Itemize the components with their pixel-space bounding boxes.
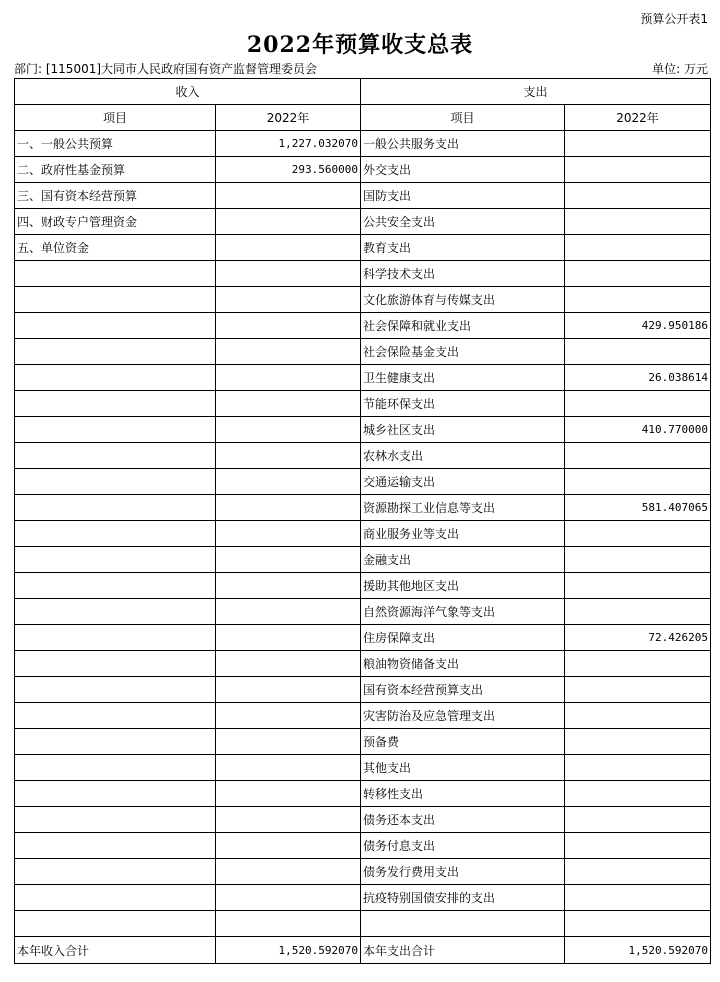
expense-item-cell: 外交支出: [361, 157, 565, 183]
expense-item-cell: 国有资本经营预算支出: [361, 677, 565, 703]
income-value-cell: [216, 677, 361, 703]
income-item-cell: [15, 729, 216, 755]
income-item-cell: [15, 781, 216, 807]
income-item-cell: [15, 313, 216, 339]
blank-cell: [361, 911, 565, 937]
department-label: 部门: [115001]大同市人民政府国有资产监督管理委员会: [14, 62, 318, 76]
expense-value-cell: [565, 729, 711, 755]
table-row: [15, 651, 711, 677]
expense-value-cell: [565, 651, 711, 677]
budget-table: [14, 78, 711, 964]
income-value-cell: [216, 287, 361, 313]
table-row: [15, 781, 711, 807]
header-row-group: [15, 79, 711, 105]
expense-item-cell: 一般公共服务支出: [361, 131, 565, 157]
expense-value-cell: [565, 339, 711, 365]
expense-item-cell: 转移性支出: [361, 781, 565, 807]
income-value-cell: [216, 261, 361, 287]
expense-value-cell: 26.038614: [565, 365, 711, 391]
income-value-cell: [216, 703, 361, 729]
income-value-cell: 293.560000: [216, 157, 361, 183]
table-row: [15, 365, 711, 391]
expense-item-header: 项目: [361, 105, 565, 131]
table-row: [15, 807, 711, 833]
table-row: [15, 131, 711, 157]
table-row: [15, 677, 711, 703]
income-value-cell: [216, 859, 361, 885]
income-value-cell: [216, 729, 361, 755]
income-value-cell: [216, 547, 361, 573]
expense-item-cell: 灾害防治及应急管理支出: [361, 703, 565, 729]
income-value-cell: [216, 521, 361, 547]
expense-value-cell: [565, 287, 711, 313]
expense-item-cell: 科学技术支出: [361, 261, 565, 287]
expense-value-cell: [565, 261, 711, 287]
expense-item-cell: 卫生健康支出: [361, 365, 565, 391]
expense-item-cell: 抗疫特别国债安排的支出: [361, 885, 565, 911]
expense-value-cell: [565, 755, 711, 781]
income-item-cell: [15, 859, 216, 885]
table-row: [15, 573, 711, 599]
expense-item-cell: 预备费: [361, 729, 565, 755]
total-row: [15, 937, 711, 964]
income-item-cell: [15, 261, 216, 287]
income-item-cell: 一、一般公共预算: [15, 131, 216, 157]
expense-value-cell: [565, 573, 711, 599]
income-item-cell: [15, 651, 216, 677]
income-item-cell: [15, 547, 216, 573]
expense-item-cell: 农林水支出: [361, 443, 565, 469]
unit-label: 单位: 万元: [652, 62, 708, 76]
expense-total-value: 1,520.592070: [565, 937, 711, 964]
expense-item-cell: 债务发行费用支出: [361, 859, 565, 885]
expense-item-cell: 住房保障支出: [361, 625, 565, 651]
income-value-cell: [216, 625, 361, 651]
income-item-cell: [15, 599, 216, 625]
expense-value-cell: [565, 131, 711, 157]
expense-value-cell: [565, 599, 711, 625]
income-value-cell: [216, 833, 361, 859]
table-row: [15, 495, 711, 521]
table-row: [15, 703, 711, 729]
income-value-cell: [216, 417, 361, 443]
expense-value-cell: [565, 209, 711, 235]
income-item-cell: [15, 807, 216, 833]
expense-item-cell: 交通运输支出: [361, 469, 565, 495]
table-row: [15, 833, 711, 859]
expense-item-cell: 国防支出: [361, 183, 565, 209]
income-item-cell: [15, 495, 216, 521]
expense-item-cell: 商业服务业等支出: [361, 521, 565, 547]
table-row: [15, 339, 711, 365]
income-value-cell: [216, 365, 361, 391]
income-total-value: 1,520.592070: [216, 937, 361, 964]
expense-value-cell: [565, 781, 711, 807]
meta-row: [14, 60, 708, 78]
income-value-cell: [216, 209, 361, 235]
table-number-label: 预算公开表1: [640, 12, 708, 26]
table-row: [15, 261, 711, 287]
expense-item-cell: 公共安全支出: [361, 209, 565, 235]
income-value-cell: [216, 599, 361, 625]
expense-value-cell: [565, 235, 711, 261]
table-row: [15, 391, 711, 417]
income-value-cell: [216, 313, 361, 339]
income-value-cell: [216, 781, 361, 807]
expense-value-cell: [565, 469, 711, 495]
table-row: [15, 599, 711, 625]
expense-item-cell: 金融支出: [361, 547, 565, 573]
table-row: [15, 755, 711, 781]
income-value-cell: [216, 443, 361, 469]
income-value-cell: [216, 183, 361, 209]
income-value-cell: [216, 651, 361, 677]
income-value-cell: 1,227.032070: [216, 131, 361, 157]
table-row: [15, 209, 711, 235]
income-year-header: 2022年: [216, 105, 361, 131]
income-item-cell: [15, 885, 216, 911]
blank-cell: [216, 911, 361, 937]
expense-item-cell: 债务付息支出: [361, 833, 565, 859]
expense-item-cell: 城乡社区支出: [361, 417, 565, 443]
income-item-cell: [15, 339, 216, 365]
table-row: [15, 287, 711, 313]
income-item-header: 项目: [15, 105, 216, 131]
income-value-cell: [216, 755, 361, 781]
table-row: [15, 235, 711, 261]
blank-cell: [565, 911, 711, 937]
expense-value-cell: [565, 677, 711, 703]
expense-value-cell: [565, 157, 711, 183]
expense-value-cell: [565, 703, 711, 729]
table-row: [15, 729, 711, 755]
income-item-cell: 四、财政专户管理资金: [15, 209, 216, 235]
income-item-cell: [15, 521, 216, 547]
income-item-cell: [15, 625, 216, 651]
expense-value-cell: 410.770000: [565, 417, 711, 443]
table-row: [15, 859, 711, 885]
expense-item-cell: 自然资源海洋气象等支出: [361, 599, 565, 625]
expense-value-cell: [565, 443, 711, 469]
table-row: [15, 157, 711, 183]
income-value-cell: [216, 573, 361, 599]
table-row: [15, 313, 711, 339]
blank-cell: [15, 911, 216, 937]
expense-value-cell: [565, 807, 711, 833]
expense-item-cell: 社会保障和就业支出: [361, 313, 565, 339]
income-value-cell: [216, 885, 361, 911]
income-value-cell: [216, 391, 361, 417]
income-item-cell: [15, 287, 216, 313]
income-item-cell: [15, 703, 216, 729]
expense-value-cell: 429.950186: [565, 313, 711, 339]
expense-header: 支出: [361, 79, 711, 105]
expense-total-label: 本年支出合计: [361, 937, 565, 964]
table-row: [15, 443, 711, 469]
expense-item-cell: 粮油物资储备支出: [361, 651, 565, 677]
table-row: [15, 183, 711, 209]
income-item-cell: [15, 443, 216, 469]
income-item-cell: [15, 833, 216, 859]
table-row: [15, 469, 711, 495]
expense-value-cell: [565, 859, 711, 885]
expense-item-cell: 其他支出: [361, 755, 565, 781]
income-item-cell: [15, 755, 216, 781]
income-item-cell: [15, 365, 216, 391]
table-row: [15, 625, 711, 651]
expense-item-cell: 债务还本支出: [361, 807, 565, 833]
income-total-label: 本年收入合计: [15, 937, 216, 964]
income-value-cell: [216, 495, 361, 521]
expense-item-cell: 社会保险基金支出: [361, 339, 565, 365]
table-row: [15, 885, 711, 911]
income-item-cell: [15, 573, 216, 599]
expense-value-cell: [565, 547, 711, 573]
income-item-cell: [15, 417, 216, 443]
income-item-cell: 三、国有资本经营预算: [15, 183, 216, 209]
income-header: 收入: [15, 79, 361, 105]
blank-row: [15, 911, 711, 937]
income-value-cell: [216, 469, 361, 495]
table-row: [15, 417, 711, 443]
expense-value-cell: [565, 521, 711, 547]
expense-value-cell: [565, 183, 711, 209]
income-item-cell: 二、政府性基金预算: [15, 157, 216, 183]
header-row-columns: [15, 105, 711, 131]
income-item-cell: [15, 677, 216, 703]
expense-year-header: 2022年: [565, 105, 711, 131]
income-item-cell: 五、单位资金: [15, 235, 216, 261]
page-title: 2022年预算收支总表: [246, 32, 474, 58]
expense-item-cell: 节能环保支出: [361, 391, 565, 417]
expense-item-cell: 援助其他地区支出: [361, 573, 565, 599]
expense-item-cell: 文化旅游体育与传媒支出: [361, 287, 565, 313]
income-value-cell: [216, 235, 361, 261]
expense-item-cell: 资源勘探工业信息等支出: [361, 495, 565, 521]
table-row: [15, 547, 711, 573]
table-row: [15, 521, 711, 547]
income-item-cell: [15, 391, 216, 417]
expense-value-cell: 581.407065: [565, 495, 711, 521]
income-value-cell: [216, 807, 361, 833]
expense-value-cell: 72.426205: [565, 625, 711, 651]
expense-value-cell: [565, 391, 711, 417]
expense-value-cell: [565, 885, 711, 911]
expense-value-cell: [565, 833, 711, 859]
income-value-cell: [216, 339, 361, 365]
expense-item-cell: 教育支出: [361, 235, 565, 261]
income-item-cell: [15, 469, 216, 495]
